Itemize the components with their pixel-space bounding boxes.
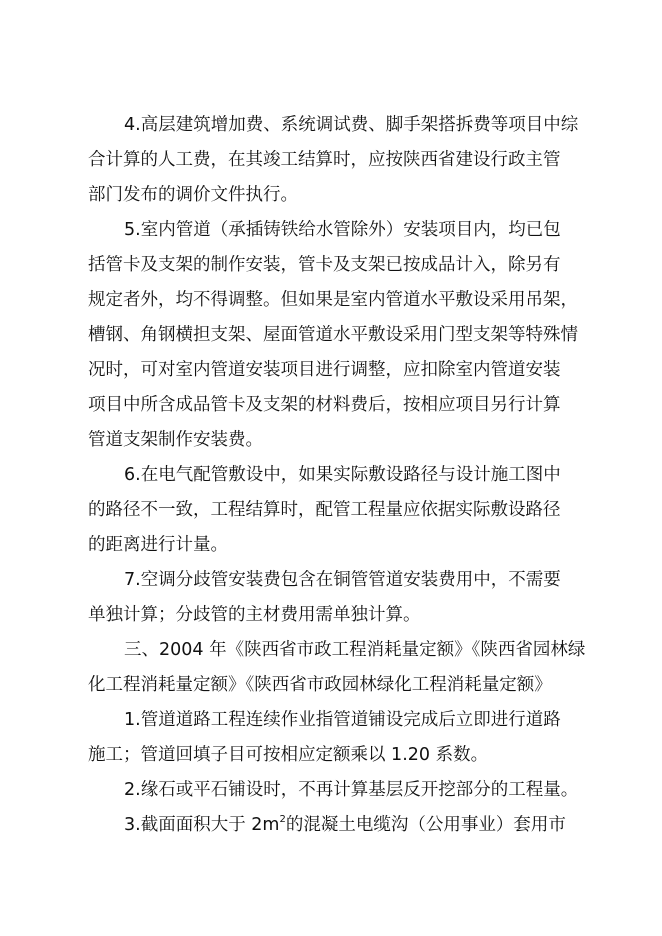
paragraph-line: 管道支架制作安装费。 (88, 430, 263, 450)
paragraph-line: 1.管道道路工程连续作业指管道铺设完成后立即进行道路 (124, 710, 561, 730)
paragraph-line: 2.缘石或平石铺设时，不再计算基层反开挖部分的工程量。 (124, 780, 579, 800)
paragraph-line: 槽钢、角钢横担支架、屋面管道水平敷设采用门型支架等特殊情 (88, 325, 578, 345)
paragraph-line: 6.在电气配管敷设中，如果实际敷设路径与设计施工图中 (124, 465, 561, 485)
section-heading-line: 三、2004 年《陕西省市政工程消耗量定额》《陕西省园林绿 (124, 640, 586, 660)
paragraph-line: 规定者外，均不得调整。但如果是室内管道水平敷设采用吊架， (88, 290, 578, 310)
paragraph-line: 5.室内管道（承插铸铁给水管除外）安装项目内，均已包 (124, 220, 561, 240)
section-heading-line: 化工程消耗量定额》《陕西省市政园林绿化工程消耗量定额》 (88, 675, 552, 695)
paragraph-line: 单独计算；分歧管的主材费用需单独计算。 (88, 605, 421, 625)
paragraph-line: 7.空调分歧管安装费包含在铜管管道安装费用中，不需要 (124, 570, 561, 590)
line-text-after: 的混凝土电缆沟（公用事业）套用市 (285, 815, 566, 835)
paragraph-line: 合计算的人工费，在其竣工结算时，应按陕西省建设行政主管 (88, 150, 561, 170)
paragraph-line: 况时，可对室内管道安装项目进行调整，应扣除室内管道安装 (88, 360, 561, 380)
paragraph-line (88, 808, 580, 843)
paragraph-line: 4.高层建筑增加费、系统调试费、脚手架搭拆费等项目中综 (124, 115, 579, 135)
document-body (88, 108, 586, 843)
paragraph-line: 的距离进行计量。 (88, 535, 228, 555)
paragraph-line: 部门发布的调价文件执行。 (88, 185, 298, 205)
paragraph-line: 项目中所含成品管卡及支架的材料费后，按相应项目另行计算 (88, 395, 561, 415)
paragraph-line: 的路径不一致，工程结算时，配管工程量应依据实际敷设路径 (88, 500, 561, 520)
paragraph-line: 括管卡及支架的制作安装，管卡及支架已按成品计入，除另有 (88, 255, 561, 275)
superscript: 2 (279, 814, 286, 826)
paragraph-line: 施工；管道回填子目可按相应定额乘以 1.20 系数。 (88, 745, 489, 765)
line-text-before: 3.截面面积大于 2m (124, 815, 280, 835)
